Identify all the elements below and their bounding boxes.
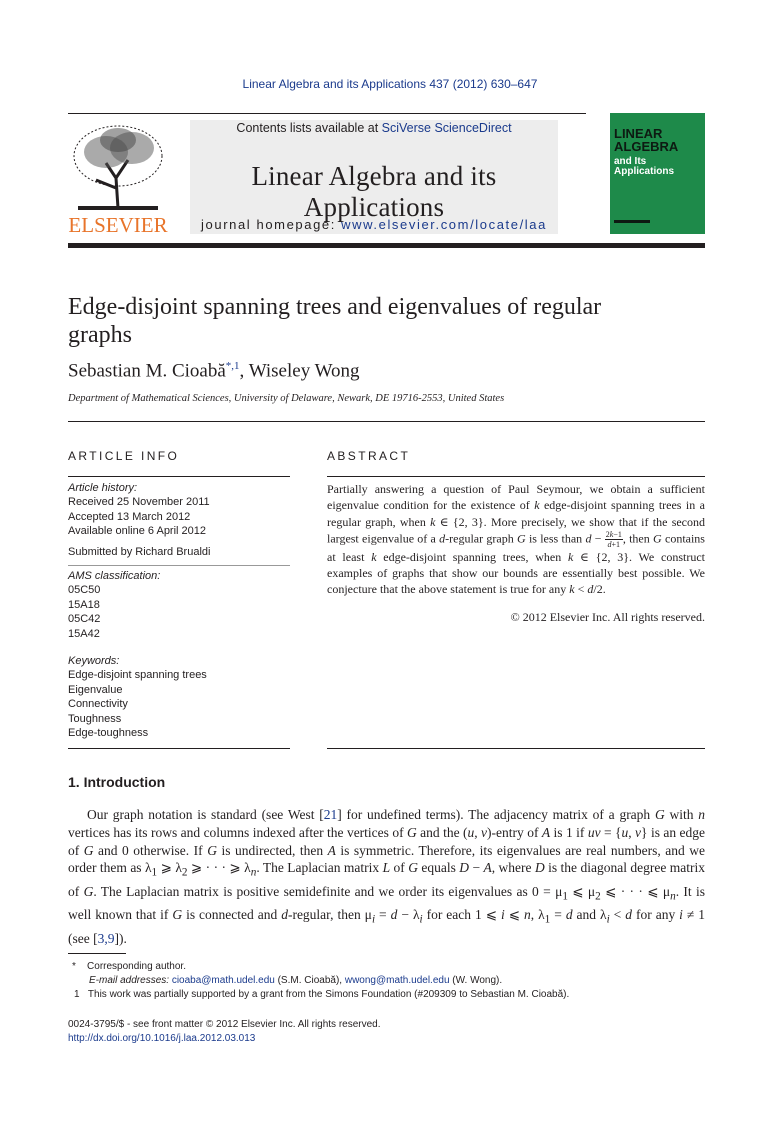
- online-date: Available online 6 April 2012: [68, 525, 207, 538]
- abstract-bottom-rule: [327, 748, 705, 749]
- corresponding-author: Corresponding author.: [87, 961, 186, 972]
- footnote-corresponding: [72, 960, 186, 974]
- journal-title: Linear Algebra and its Applications: [251, 161, 497, 222]
- email-label: E-mail addresses:: [89, 975, 170, 986]
- abstract-rule: [327, 476, 705, 477]
- doi-link[interactable]: http://dx.doi.org/10.1016/j.laa.2012.03.013: [68, 1033, 256, 1044]
- ams-label: AMS classification:: [68, 570, 161, 582]
- email-link[interactable]: wwong@math.udel.edu: [344, 975, 450, 986]
- author-1-footnote-marks[interactable]: *,1: [225, 360, 240, 372]
- author-1: Sebastian M. Cioabă: [68, 360, 226, 382]
- journal-citation[interactable]: Linear Algebra and its Applications 437 (2012) 630–647: [242, 77, 538, 91]
- abstract-heading: ABSTRACT: [327, 449, 411, 463]
- email-owner: (S.M. Cioabă),: [274, 975, 345, 986]
- cover-title: LINEAR ALGEBRA: [614, 126, 679, 154]
- front-matter: 0024-3795/$ - see front matter © 2012 Elsevier Inc. All rights reserved.: [68, 1019, 381, 1030]
- fraction: $\frac{2k-1}{d+1}$: [605, 529, 622, 549]
- sciencedirect-link[interactable]: SciVerse ScienceDirect: [381, 121, 512, 135]
- footnote-funding: [74, 988, 569, 1002]
- keyword: Eigenvalue: [68, 683, 123, 696]
- elsevier-tree-logo-icon: [66, 118, 170, 236]
- article-info-bottom-rule: [68, 748, 290, 749]
- citation-link[interactable]: 21: [323, 807, 338, 822]
- intro-paragraph: Our graph notation is standard (see West [21] for undefined terms). The adjacency matrix of a graph G with n vertices has its rows and columns indexed after the vertices of G and the (u, v)-entry of A is 1 if uv = {u, v} is an edge of G and 0 otherwise. If G is undirected, then A is symmetric. Therefore, its eigenvalues are real numbers, and we order them as $\lambda_1$ ⩾ $\lambda_2$ ⩾ · · · ⩾ $\lambda_n$. The Laplacian matrix L of G equals D − A, where D is the diagonal degree matrix of G. The Laplacian matrix is positive semidefinite and we order its eigenvalues as $0 = \mu_1$ ⩽ $\mu_2$ ⩽ · · · ⩽ $\mu_n$. It is well known that if G is connected and d-regular, then $\mu_i = d - \lambda_i$ for each 1 ⩽ i ⩽ n, $\lambda_1 = d$ and $\lambda_i < d$ for any i ≠ 1 (see [3,9]).: [68, 807, 706, 946]
- header-thick-rule: [68, 243, 705, 248]
- ams-code: 15A18: [68, 598, 100, 611]
- ams-classification: [68, 569, 160, 641]
- footnote-mark: *: [72, 961, 76, 972]
- keyword: Connectivity: [68, 698, 128, 711]
- accepted-date: Accepted 13 March 2012: [68, 510, 191, 523]
- author-2: Wiseley Wong: [248, 360, 360, 382]
- homepage-prefix: journal homepage:: [201, 217, 342, 232]
- email-owner: (W. Wong).: [449, 975, 503, 986]
- funding-note: This work was partially supported by a grant from the Simons Foundation (#209309 to Sebastian M. Cioabă).: [87, 989, 570, 1000]
- affiliation-rule: [68, 421, 705, 422]
- keywords-label: Keywords:: [68, 655, 120, 667]
- email-link[interactable]: cioaba@math.udel.edu: [171, 975, 275, 986]
- citation-link[interactable]: 3,9: [97, 930, 115, 946]
- keywords: [68, 654, 207, 740]
- contents-line: [190, 121, 558, 135]
- footnote-mark: 1: [74, 989, 80, 1000]
- header-rule: [68, 113, 586, 114]
- article-info-rule: [68, 476, 290, 477]
- abstract-copyright: © 2012 Elsevier Inc. All rights reserved.: [510, 610, 705, 624]
- article-info-heading: ARTICLE INFO: [68, 449, 180, 463]
- abstract-text: Partially answering a question of Paul Seymour, we obtain a sufficient eigenvalue condition for the existence of k edge-disjoint spanning trees in a regular graph, when k ∈ {2, 3}. More precisely, we show that if the second largest eigenvalue of a d-regular graph G is less than d − $\frac{2k-1}{d+1}$ , then G contains at least k edge-disjoint spanning trees, when k ∈ {2, 3}. We construct examples of graphs that show our bounds are essentially best possible. We conjecture that the above statement is true for any k < d/2.: [327, 482, 706, 597]
- keyword: Edge-toughness: [68, 727, 149, 740]
- publisher-logo-text: ELSEVIER: [68, 213, 168, 236]
- homepage-line: [190, 217, 558, 232]
- ams-code: 05C42: [68, 613, 101, 626]
- journal-cover-image: [610, 113, 705, 234]
- cover-decor: [614, 220, 650, 223]
- article-info-divider: [68, 565, 290, 566]
- section-heading: 1. Introduction: [68, 774, 166, 790]
- footnote-emails: [89, 974, 502, 988]
- contents-prefix: Contents lists available at: [236, 121, 382, 135]
- keyword: Toughness: [68, 712, 122, 725]
- history-label: Article history:: [68, 482, 138, 494]
- homepage-link[interactable]: www.elsevier.com/locate/laa: [341, 217, 547, 232]
- ams-code: 05C50: [68, 584, 101, 597]
- author-list: [68, 360, 360, 382]
- received-date: Received 25 November 2011: [68, 496, 210, 509]
- affiliation: Department of Mathematical Sciences, University of Delaware, Newark, DE 19716-2553, United States: [68, 393, 505, 404]
- keyword: Edge-disjoint spanning trees: [68, 669, 207, 682]
- submitted-by: Submitted by Richard Brualdi: [68, 546, 211, 558]
- ams-code: 15A42: [68, 627, 100, 640]
- footnote-rule: [68, 953, 126, 954]
- article-history: [68, 481, 210, 539]
- author-separator: ,: [239, 360, 249, 382]
- cover-subtitle: and Its Applications: [614, 156, 675, 177]
- article-title: Edge-disjoint spanning trees and eigenvalues of regular graphs: [68, 294, 602, 348]
